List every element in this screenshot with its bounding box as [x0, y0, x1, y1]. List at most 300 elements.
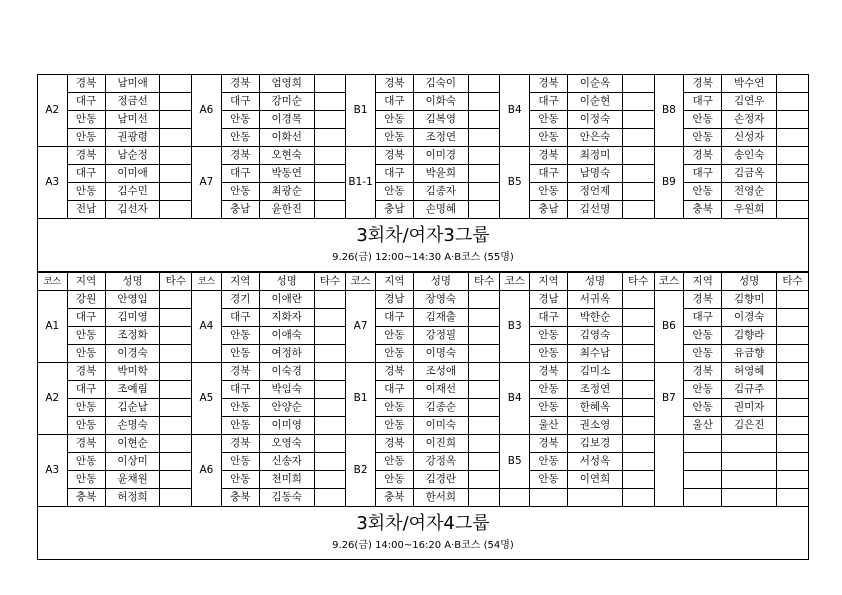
name-cell: 김향라 [722, 327, 777, 345]
region-cell [684, 453, 722, 471]
name-cell: 윤채원 [105, 471, 160, 489]
group3-table [37, 272, 809, 507]
name-cell: 박한순 [568, 309, 623, 327]
score-cell [160, 309, 192, 327]
column-header: 지역 [530, 273, 568, 291]
course-cell: A4 [192, 291, 222, 363]
name-cell: 이연희 [568, 471, 623, 489]
course-cell: B1-1 [346, 147, 376, 219]
name-cell: 박동연 [259, 165, 314, 183]
score-cell [468, 147, 500, 165]
course-cell: A2 [38, 363, 68, 435]
column-header: 성명 [413, 273, 468, 291]
name-cell: 손명숙 [105, 417, 160, 435]
name-cell [722, 471, 777, 489]
region-cell: 안동 [67, 327, 105, 345]
score-cell [622, 435, 654, 453]
column-header: 코스 [654, 273, 684, 291]
name-cell: 김영숙 [568, 327, 623, 345]
name-cell: 오현숙 [259, 147, 314, 165]
score-cell [160, 327, 192, 345]
name-cell: 오영숙 [259, 435, 314, 453]
score-cell [777, 165, 809, 183]
region-cell: 안동 [684, 111, 722, 129]
column-header: 성명 [105, 273, 160, 291]
table-row [38, 327, 809, 345]
region-cell: 경북 [375, 75, 413, 93]
score-cell [160, 363, 192, 381]
region-cell: 충북 [375, 489, 413, 507]
name-cell: 이명숙 [413, 345, 468, 363]
score-cell [314, 399, 346, 417]
score-cell [468, 75, 500, 93]
region-cell: 경북 [684, 291, 722, 309]
region-cell: 충남 [221, 201, 259, 219]
name-cell: 윤한진 [259, 201, 314, 219]
score-cell [160, 489, 192, 507]
region-cell: 안동 [530, 399, 568, 417]
score-cell [468, 345, 500, 363]
table-row [38, 399, 809, 417]
score-cell [314, 201, 346, 219]
name-cell: 유금향 [722, 345, 777, 363]
table-row [38, 417, 809, 435]
region-cell: 경남 [375, 291, 413, 309]
region-cell: 안동 [221, 111, 259, 129]
group3-subtitle: 9.26(금) 12:00~14:30 A·B코스 (55명) [332, 252, 514, 263]
column-header: 성명 [568, 273, 623, 291]
table-row [38, 93, 809, 111]
name-cell: 전영순 [722, 183, 777, 201]
name-cell: 우원희 [722, 201, 777, 219]
table-row [38, 381, 809, 399]
name-cell: 김미소 [568, 363, 623, 381]
region-cell: 대구 [684, 93, 722, 111]
name-cell: 김동숙 [259, 489, 314, 507]
region-cell [684, 471, 722, 489]
name-cell: 김은진 [722, 417, 777, 435]
score-cell [314, 417, 346, 435]
region-cell: 경북 [67, 363, 105, 381]
region-cell: 안동 [375, 453, 413, 471]
name-cell [722, 435, 777, 453]
column-header: 코스 [38, 273, 68, 291]
score-cell [468, 327, 500, 345]
score-cell [160, 75, 192, 93]
name-cell: 송인숙 [722, 147, 777, 165]
score-cell [314, 165, 346, 183]
score-cell [160, 381, 192, 399]
name-cell: 지화자 [259, 309, 314, 327]
table-row [38, 309, 809, 327]
score-cell [160, 147, 192, 165]
score-cell [777, 129, 809, 147]
region-cell: 안동 [67, 453, 105, 471]
course-cell: B5 [500, 435, 530, 489]
course-cell: B6 [654, 291, 684, 363]
column-header: 타수 [468, 273, 500, 291]
score-cell [777, 327, 809, 345]
region-cell: 대구 [221, 165, 259, 183]
region-cell: 대구 [530, 165, 568, 183]
region-cell: 안동 [221, 399, 259, 417]
score-cell [160, 111, 192, 129]
score-cell [777, 147, 809, 165]
score-cell [468, 309, 500, 327]
name-cell: 박수연 [722, 75, 777, 93]
name-cell: 이화선 [259, 129, 314, 147]
region-cell: 전남 [67, 201, 105, 219]
score-cell [777, 111, 809, 129]
score-cell [622, 453, 654, 471]
region-cell: 안동 [684, 399, 722, 417]
region-cell: 충북 [67, 489, 105, 507]
name-cell: 조예림 [105, 381, 160, 399]
pairing-sheet [37, 74, 809, 560]
region-cell: 경남 [530, 291, 568, 309]
region-cell: 경북 [221, 75, 259, 93]
region-cell: 안동 [530, 129, 568, 147]
score-cell [777, 489, 809, 507]
name-cell: 김보경 [568, 435, 623, 453]
region-cell: 경북 [375, 363, 413, 381]
score-cell [777, 291, 809, 309]
course-cell: A7 [346, 291, 376, 363]
region-cell: 안동 [375, 327, 413, 345]
region-cell: 안동 [684, 327, 722, 345]
score-cell [468, 363, 500, 381]
table-row [38, 201, 809, 219]
name-cell: 박미학 [105, 363, 160, 381]
score-cell [314, 309, 346, 327]
region-cell: 안동 [530, 381, 568, 399]
score-cell [468, 183, 500, 201]
name-cell: 허영혜 [722, 363, 777, 381]
name-cell: 안양순 [259, 399, 314, 417]
name-cell: 김종자 [413, 183, 468, 201]
name-cell: 박윤희 [413, 165, 468, 183]
region-cell: 안동 [375, 111, 413, 129]
region-cell: 안동 [375, 399, 413, 417]
name-cell: 신송자 [259, 453, 314, 471]
name-cell: 이미영 [259, 417, 314, 435]
name-cell: 이진희 [413, 435, 468, 453]
region-cell: 안동 [221, 327, 259, 345]
score-cell [314, 75, 346, 93]
region-cell: 안동 [221, 453, 259, 471]
score-cell [777, 345, 809, 363]
region-cell: 안동 [375, 183, 413, 201]
region-cell: 충북 [221, 489, 259, 507]
name-cell: 김숙이 [413, 75, 468, 93]
name-cell: 이정숙 [568, 111, 623, 129]
region-cell: 경북 [530, 435, 568, 453]
region-cell: 충남 [375, 201, 413, 219]
score-cell [622, 345, 654, 363]
region-cell: 안동 [530, 183, 568, 201]
score-cell [160, 129, 192, 147]
region-cell: 경북 [530, 147, 568, 165]
region-cell [684, 435, 722, 453]
score-cell [160, 183, 192, 201]
name-cell: 여정하 [259, 345, 314, 363]
region-cell: 대구 [530, 309, 568, 327]
name-cell: 김순남 [105, 399, 160, 417]
region-cell: 안동 [684, 183, 722, 201]
name-cell: 강미순 [259, 93, 314, 111]
region-cell: 안동 [530, 345, 568, 363]
name-cell: 조정화 [105, 327, 160, 345]
score-cell [468, 489, 500, 507]
table-row [38, 147, 809, 165]
name-cell [722, 489, 777, 507]
course-cell: A3 [38, 435, 68, 507]
region-cell: 안동 [684, 129, 722, 147]
column-header: 지역 [221, 273, 259, 291]
group3-title-box [37, 219, 809, 272]
score-cell [314, 327, 346, 345]
name-cell: 이경숙 [105, 345, 160, 363]
score-cell [622, 417, 654, 435]
course-cell: A1 [38, 291, 68, 363]
score-cell [468, 93, 500, 111]
course-cell: B3 [500, 291, 530, 363]
name-cell: 김수민 [105, 183, 160, 201]
score-cell [777, 381, 809, 399]
course-cell [654, 435, 684, 507]
region-cell: 대구 [684, 309, 722, 327]
score-cell [777, 453, 809, 471]
column-header: 성명 [259, 273, 314, 291]
name-cell: 김선자 [105, 201, 160, 219]
region-cell: 대구 [67, 381, 105, 399]
region-cell: 안동 [221, 183, 259, 201]
region-cell: 안동 [375, 129, 413, 147]
region-cell: 경북 [221, 435, 259, 453]
column-header: 성명 [722, 273, 777, 291]
score-cell [314, 111, 346, 129]
region-cell [684, 489, 722, 507]
score-cell [622, 147, 654, 165]
region-cell: 대구 [375, 165, 413, 183]
table-row [38, 345, 809, 363]
region-cell: 경북 [530, 75, 568, 93]
name-cell: 장영숙 [413, 291, 468, 309]
name-cell: 박임숙 [259, 381, 314, 399]
score-cell [160, 93, 192, 111]
score-cell [160, 291, 192, 309]
region-cell: 대구 [375, 309, 413, 327]
name-cell: 강정옥 [413, 453, 468, 471]
score-cell [777, 75, 809, 93]
score-cell [314, 183, 346, 201]
name-cell: 이미애 [105, 165, 160, 183]
name-cell: 이경숙 [722, 309, 777, 327]
course-cell: B7 [654, 363, 684, 435]
name-cell: 최광순 [259, 183, 314, 201]
score-cell [314, 291, 346, 309]
score-cell [468, 435, 500, 453]
score-cell [468, 399, 500, 417]
score-cell [622, 75, 654, 93]
group2-tail-table [37, 74, 809, 219]
name-cell: 권광령 [105, 129, 160, 147]
score-cell [314, 453, 346, 471]
name-cell: 서귀옥 [568, 291, 623, 309]
region-cell: 안동 [67, 111, 105, 129]
score-cell [622, 93, 654, 111]
score-cell [622, 201, 654, 219]
name-cell: 한혜옥 [568, 399, 623, 417]
region-cell: 경북 [67, 147, 105, 165]
name-cell: 이애숙 [259, 327, 314, 345]
score-cell [777, 399, 809, 417]
region-cell: 대구 [67, 309, 105, 327]
region-cell: 안동 [221, 129, 259, 147]
name-cell: 김연우 [722, 93, 777, 111]
column-header: 지역 [375, 273, 413, 291]
name-cell: 김복영 [413, 111, 468, 129]
course-cell: A7 [192, 147, 222, 219]
region-cell: 강원 [67, 291, 105, 309]
region-cell: 경북 [684, 75, 722, 93]
region-cell: 경북 [67, 75, 105, 93]
group4-subtitle: 9.26(금) 14:00~16:20 A·B코스 (54명) [332, 540, 514, 551]
region-cell: 대구 [375, 93, 413, 111]
region-cell: 경북 [530, 363, 568, 381]
score-cell [314, 471, 346, 489]
course-cell: A5 [192, 363, 222, 435]
name-cell: 김종순 [413, 399, 468, 417]
name-cell: 이숙경 [259, 363, 314, 381]
region-cell: 안동 [375, 471, 413, 489]
table-row [38, 363, 809, 381]
score-cell [314, 93, 346, 111]
table-row [38, 489, 809, 507]
score-cell [468, 417, 500, 435]
header-row [38, 273, 809, 291]
name-cell: 남명숙 [568, 165, 623, 183]
region-cell: 대구 [221, 309, 259, 327]
name-cell: 이애란 [259, 291, 314, 309]
score-cell [314, 435, 346, 453]
score-cell [468, 381, 500, 399]
name-cell: 정언제 [568, 183, 623, 201]
region-cell: 대구 [221, 93, 259, 111]
column-header: 지역 [684, 273, 722, 291]
name-cell: 손명혜 [413, 201, 468, 219]
course-cell: B9 [654, 147, 684, 219]
name-cell: 남미선 [105, 111, 160, 129]
region-cell: 대구 [67, 165, 105, 183]
region-cell: 경북 [684, 147, 722, 165]
name-cell: 이화숙 [413, 93, 468, 111]
region-cell: 대구 [67, 93, 105, 111]
region-cell: 안동 [67, 399, 105, 417]
table-row [38, 435, 809, 453]
score-cell [314, 381, 346, 399]
course-cell: A6 [192, 435, 222, 507]
score-cell [160, 165, 192, 183]
table-row [38, 165, 809, 183]
table-row [38, 129, 809, 147]
course-cell: B1 [346, 363, 376, 435]
region-cell: 안동 [221, 471, 259, 489]
name-cell: 신성자 [722, 129, 777, 147]
region-cell: 안동 [67, 183, 105, 201]
region-cell [530, 489, 568, 507]
region-cell: 안동 [221, 345, 259, 363]
score-cell [314, 363, 346, 381]
score-cell [468, 129, 500, 147]
name-cell: 이순옥 [568, 75, 623, 93]
region-cell: 경북 [221, 363, 259, 381]
region-cell: 경북 [375, 147, 413, 165]
course-cell: B2 [346, 435, 376, 507]
score-cell [777, 471, 809, 489]
score-cell [622, 381, 654, 399]
group3-title: 3회차/여자3그룹 [356, 225, 490, 246]
name-cell: 권소영 [568, 417, 623, 435]
group4-title-box [37, 507, 809, 560]
course-cell: B8 [654, 75, 684, 147]
name-cell: 김경란 [413, 471, 468, 489]
region-cell: 안동 [221, 417, 259, 435]
score-cell [468, 291, 500, 309]
name-cell: 강정필 [413, 327, 468, 345]
region-cell: 대구 [221, 381, 259, 399]
region-cell: 안동 [67, 345, 105, 363]
score-cell [777, 417, 809, 435]
name-cell [722, 453, 777, 471]
table-row [38, 453, 809, 471]
region-cell: 경북 [375, 435, 413, 453]
column-header: 코스 [500, 273, 530, 291]
score-cell [468, 165, 500, 183]
table-row [38, 75, 809, 93]
score-cell [468, 111, 500, 129]
column-header: 타수 [777, 273, 809, 291]
name-cell: 권미자 [722, 399, 777, 417]
name-cell: 김규주 [722, 381, 777, 399]
table-row [38, 183, 809, 201]
region-cell: 울산 [530, 417, 568, 435]
name-cell: 이재선 [413, 381, 468, 399]
name-cell: 남순정 [105, 147, 160, 165]
course-cell: B5 [500, 147, 530, 219]
region-cell: 경북 [221, 147, 259, 165]
score-cell [622, 129, 654, 147]
name-cell: 김향미 [722, 291, 777, 309]
table-row [38, 471, 809, 489]
name-cell: 김재출 [413, 309, 468, 327]
table-row [38, 111, 809, 129]
name-cell: 이경목 [259, 111, 314, 129]
column-header: 타수 [160, 273, 192, 291]
score-cell [160, 201, 192, 219]
course-cell [500, 489, 530, 507]
name-cell: 조정연 [413, 129, 468, 147]
name-cell: 천미희 [259, 471, 314, 489]
name-cell: 손정자 [722, 111, 777, 129]
name-cell: 김금옥 [722, 165, 777, 183]
group4-title: 3회차/여자4그룹 [356, 513, 490, 534]
column-header: 타수 [622, 273, 654, 291]
score-cell [160, 435, 192, 453]
course-cell: B1 [346, 75, 376, 147]
name-cell: 이미경 [413, 147, 468, 165]
region-cell: 안동 [67, 471, 105, 489]
